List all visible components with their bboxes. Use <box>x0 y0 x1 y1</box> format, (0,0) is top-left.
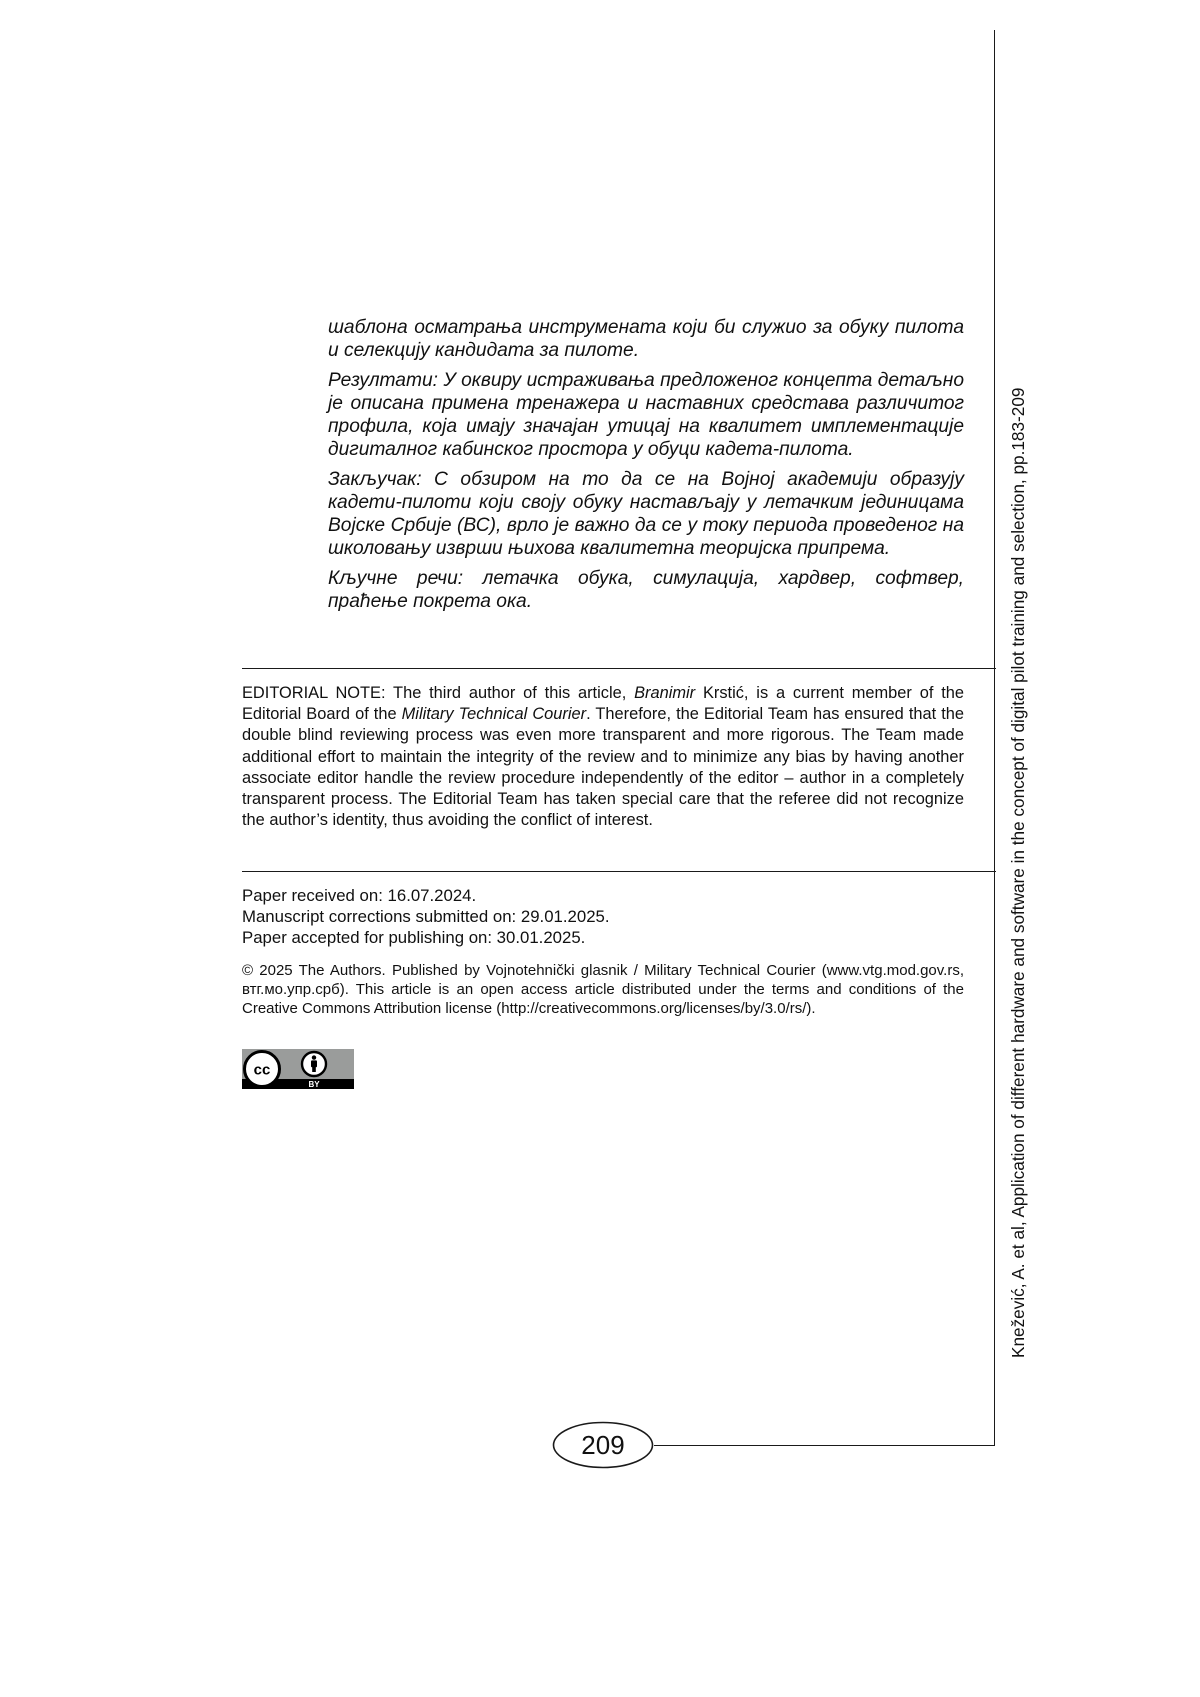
abstract-conclusion: Закључак: С обзиром на то да се на Војној академији образују кадети-пилоти који своју обуку настављају у летачким јединицама Војске Србије (ВС), врло је важно да се у току периода проведеног на школовању изврши њихова квалитетна теоријска припрема. <box>328 468 964 560</box>
page-number-rule <box>654 1445 995 1446</box>
date-received: Paper received on: 16.07.2024. <box>242 886 477 905</box>
editorial-note-author-name: Branimir <box>634 684 696 702</box>
page-number: 209 <box>581 1429 625 1460</box>
submission-dates <box>242 886 964 948</box>
editorial-note-intro: EDITORIAL NOTE: The third author of this article, <box>242 684 635 702</box>
divider-bottom <box>242 871 996 872</box>
date-accepted: Paper accepted for publishing on: 30.01.2025. <box>242 927 586 947</box>
license-notice <box>242 961 964 1019</box>
divider-top <box>242 668 996 669</box>
abstract-results: Резултати: У оквиру истраживања предложеног концепта детаљно је описана примена тренажера и наставних средстава различитог профила, која имају значајан утицај на квалитет имплементације дигиталног кабинског простора у обуци кадета-пилота. <box>328 369 964 461</box>
margin-rule-upper <box>994 30 995 669</box>
attribution-person-icon <box>302 1052 326 1076</box>
editorial-note <box>242 683 964 831</box>
editorial-note-middle: Krstić, is a current member of the Editorial Board of the <box>242 684 964 724</box>
cc-by-license-badge <box>242 1049 354 1089</box>
abstract-serbian <box>328 316 964 619</box>
license-text: © 2025 The Authors. Published by Vojnotehnički glasnik / Military Technical Courier (www.vtg.mod.gov.rs, втг.мо.упр.срб). This article is an open access article distributed under the terms and conditions of the Creative Commons Attribution license (http://creativecommons.org/licenses/by/3.0/rs/). <box>242 962 964 1018</box>
margin-rule-lower <box>994 669 995 1446</box>
editorial-note-text <box>242 683 964 831</box>
abstract-continuation: шаблона осматрања инструмената који би служио за обуку пилота и селекцију кандидата за пилоте. <box>328 317 964 362</box>
editorial-note-journal-name: Military Technical Courier <box>401 705 587 724</box>
editorial-note-body: . Therefore, the Editorial Team has ensured that the double blind reviewing process was even more transparent and more rigorous. The Team made additional effort to maintain the integrity of the review and to minimize any bias by having another associate editor handle the review procedure independently of the editor – author in a completely transparent process. The Editorial Team has taken special care that the referee did not recognize the author’s identity, thus avoiding the conflict of interest. <box>242 705 965 830</box>
cc-icon: cc <box>253 1061 271 1079</box>
by-label: BY <box>308 1080 320 1089</box>
date-corrections: Manuscript corrections submitted on: 29.01.2025. <box>242 906 610 926</box>
running-head: Knežević, A. et al, Application of different hardware and software in the concept of digital pilot training and selection, pp.183-209 <box>1008 387 1028 1358</box>
abstract-keywords: Кључне речи: летачка обука, симулација, хардвер, софтвер, праћење покрета ока. <box>328 567 964 612</box>
